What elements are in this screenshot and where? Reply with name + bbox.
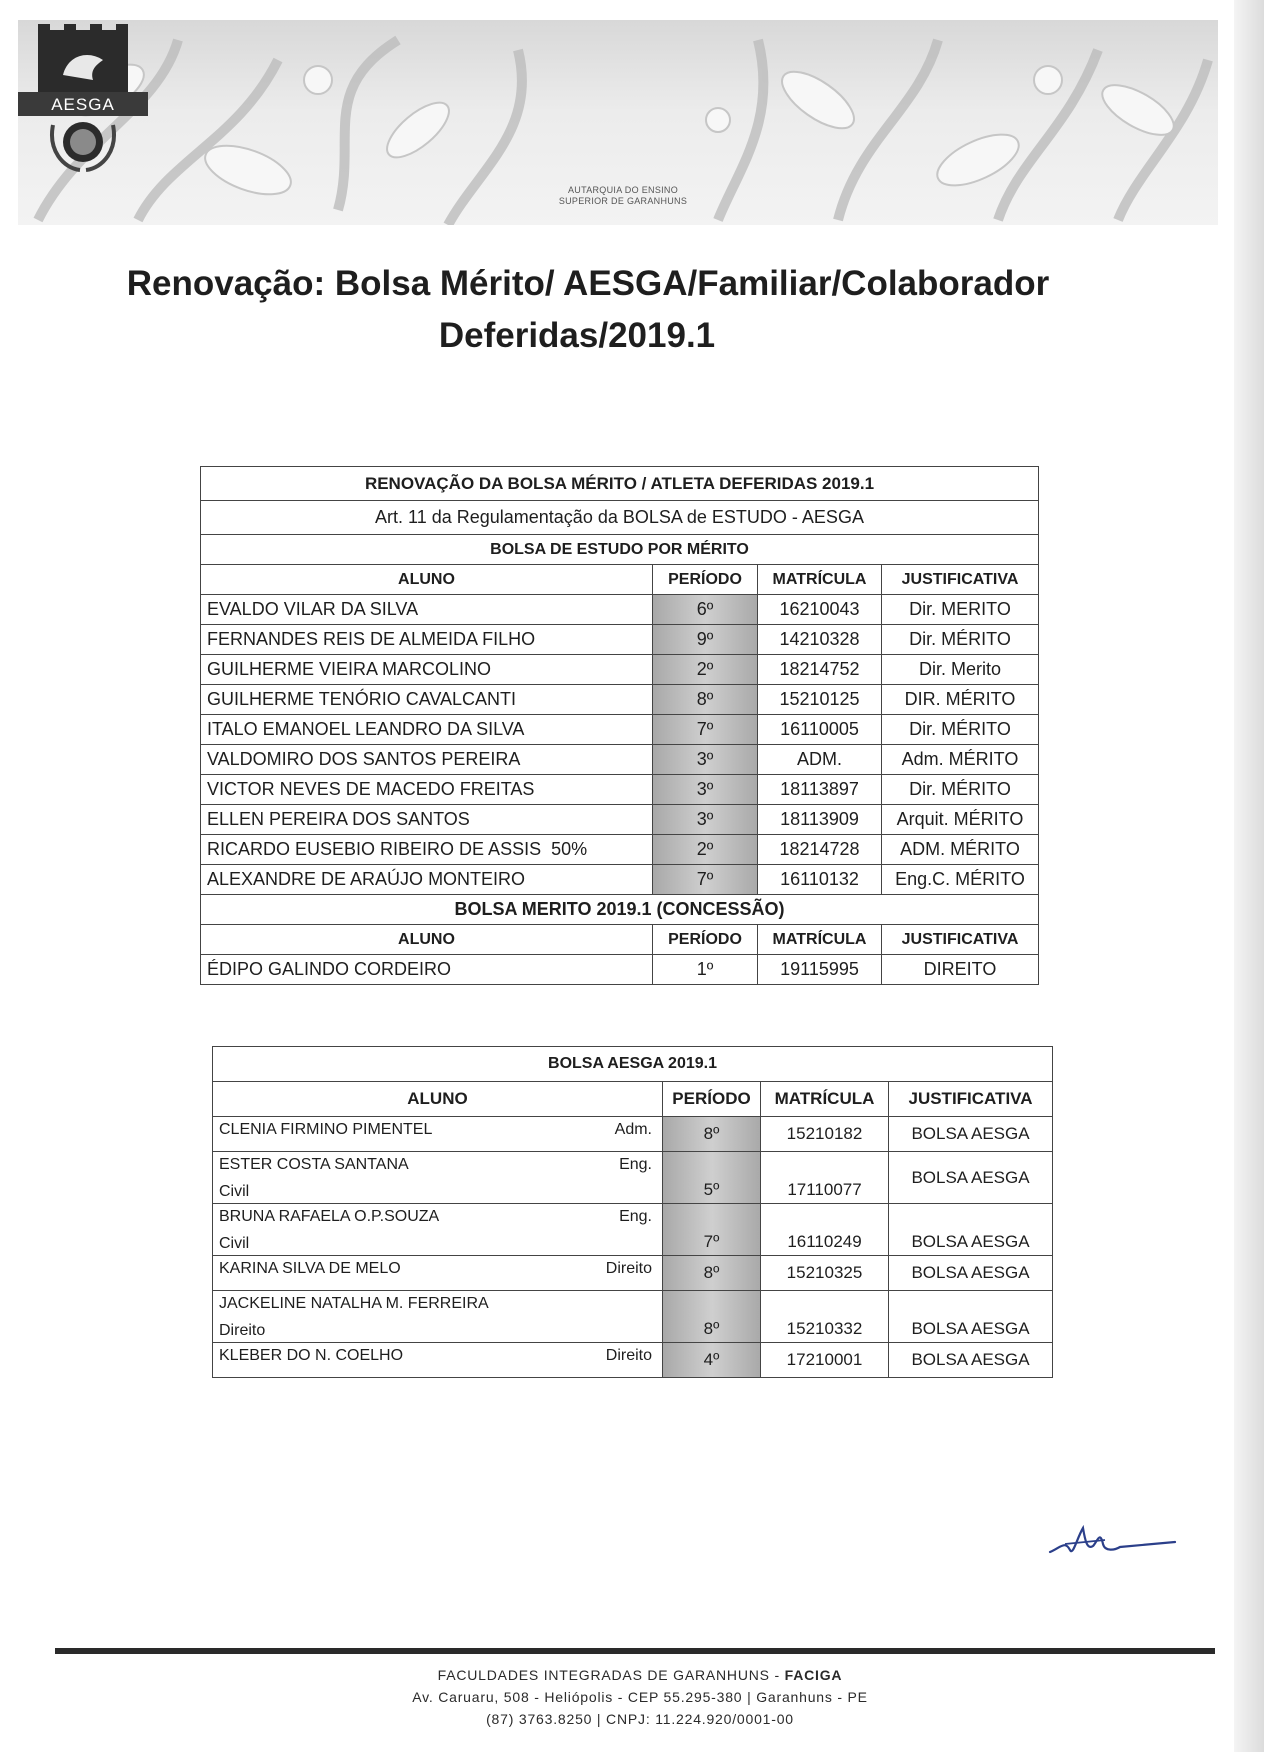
periodo-cell: 8º [663, 1256, 761, 1291]
aluno-name: KARINA SILVA DE MELO [219, 1260, 401, 1277]
bolsa-aesga-table [212, 1046, 1053, 1378]
justificativa-cell: BOLSA AESGA [889, 1291, 1053, 1343]
matricula-cell: ADM. [758, 745, 882, 775]
justificativa-cell: DIR. MÉRITO [882, 685, 1039, 715]
aesga-logo [18, 20, 148, 190]
matricula-cell: 16210043 [758, 595, 882, 625]
col-header-periodo: PERÍODO [663, 1082, 761, 1117]
matricula-cell: 17210001 [761, 1343, 889, 1378]
table2-caption: BOLSA AESGA 2019.1 [213, 1047, 1053, 1082]
matricula-cell: 18214728 [758, 835, 882, 865]
periodo-cell: 7º [653, 715, 758, 745]
col-header-matricula: MATRÍCULA [758, 565, 882, 595]
justificativa-cell: Arquit. MÉRITO [882, 805, 1039, 835]
matricula-cell: 19115995 [758, 955, 882, 985]
periodo-cell: 3º [653, 775, 758, 805]
table-row [201, 805, 1039, 835]
matricula-cell: 15210332 [761, 1291, 889, 1343]
periodo-cell: 6º [653, 595, 758, 625]
logo-subtitle-line-1: AUTARQUIA DO ENSINO [567, 185, 679, 195]
handwritten-signature [1045, 1520, 1185, 1560]
table1-section-title: BOLSA DE ESTUDO POR MÉRITO [201, 535, 1039, 565]
aluno-name-line-2: Civil [219, 1183, 250, 1200]
aluno-cell: GUILHERME VIEIRA MARCOLINO [201, 655, 653, 685]
footer [340, 1664, 940, 1730]
justificativa-cell: ADM. MÉRITO [882, 835, 1039, 865]
matricula-cell: 15210125 [758, 685, 882, 715]
periodo-cell: 3º [653, 745, 758, 775]
table1-header-row [201, 565, 1039, 595]
aluno-curso: Eng. [619, 1156, 652, 1173]
aluno-cell: ELLEN PEREIRA DOS SANTOS [201, 805, 653, 835]
aluno-name: ESTER COSTA SANTANA [219, 1156, 409, 1173]
page-title [0, 258, 1264, 362]
col-header-justificativa: JUSTIFICATIVA [889, 1082, 1053, 1117]
aluno-cell: ALEXANDRE DE ARAÚJO MONTEIRO [201, 865, 653, 895]
matricula-cell: 16110132 [758, 865, 882, 895]
aluno-cell [213, 1291, 663, 1343]
logo-subtitle-line-2: SUPERIOR DE GARANHUNS [558, 196, 688, 206]
justificativa-cell: Eng.C. MÉRITO [882, 865, 1039, 895]
justificativa-cell: BOLSA AESGA [889, 1117, 1053, 1152]
col-header-justificativa: JUSTIFICATIVA [882, 925, 1039, 955]
table-row [201, 865, 1039, 895]
justificativa-cell: Dir. MÉRITO [882, 625, 1039, 655]
periodo-cell: 5º [663, 1152, 761, 1204]
col-header-aluno: ALUNO [201, 565, 653, 595]
table1-subcaption: Art. 11 da Regulamentação da BOLSA de ESTUDO - AESGA [201, 501, 1039, 535]
periodo-cell: 2º [653, 835, 758, 865]
aluno-curso: Direito [605, 1347, 652, 1364]
footer-contact: (87) 3763.8250 | CNPJ: 11.224.920/0001-00 [486, 1711, 794, 1727]
table-row [213, 1152, 1053, 1204]
aluno-curso: Adm. [614, 1121, 652, 1138]
aluno-name-line-2: Direito [219, 1322, 266, 1339]
table-row [201, 775, 1039, 805]
matricula-cell: 17110077 [761, 1152, 889, 1204]
periodo-cell: 7º [653, 865, 758, 895]
logo-subtitle [538, 185, 708, 207]
periodo-cell: 8º [663, 1291, 761, 1343]
aluno-cell: RICARDO EUSEBIO RIBEIRO DE ASSIS 50% [201, 835, 653, 865]
col-header-periodo: PERÍODO [653, 565, 758, 595]
aluno-curso: Direito [605, 1260, 652, 1277]
aluno-cell: GUILHERME TENÓRIO CAVALCANTI [201, 685, 653, 715]
table-row [201, 715, 1039, 745]
table-row [201, 955, 1039, 985]
svg-text:AESGA: AESGA [51, 95, 115, 114]
justificativa-cell: Dir. MÉRITO [882, 715, 1039, 745]
bolsa-merito-table [200, 466, 1039, 985]
footer-address: Av. Caruaru, 508 - Heliópolis - CEP 55.295-380 | Garanhuns - PE [412, 1689, 868, 1705]
justificativa-cell: Dir. MÉRITO [882, 775, 1039, 805]
periodo-cell: 9º [653, 625, 758, 655]
aluno-cell: VICTOR NEVES DE MACEDO FREITAS [201, 775, 653, 805]
matricula-cell: 18113897 [758, 775, 882, 805]
periodo-cell: 4º [663, 1343, 761, 1378]
col-header-aluno: ALUNO [213, 1082, 663, 1117]
col-header-aluno: ALUNO [201, 925, 653, 955]
aluno-name: BRUNA RAFAELA O.P.SOUZA [219, 1208, 440, 1225]
matricula-cell: 14210328 [758, 625, 882, 655]
table1-header-row-2 [201, 925, 1039, 955]
col-header-matricula: MATRÍCULA [761, 1082, 889, 1117]
justificativa-cell: Adm. MÉRITO [882, 745, 1039, 775]
footer-rule [55, 1648, 1215, 1654]
justificativa-cell: BOLSA AESGA [889, 1152, 1053, 1204]
table-row [213, 1291, 1053, 1343]
page-title-line-2: Deferidas/2019.1 [438, 316, 716, 355]
justificativa-cell: Dir. MERITO [882, 595, 1039, 625]
matricula-cell: 15210182 [761, 1117, 889, 1152]
header-banner [18, 20, 1218, 225]
col-header-periodo: PERÍODO [653, 925, 758, 955]
aluno-cell [213, 1256, 663, 1291]
matricula-cell: 18214752 [758, 655, 882, 685]
table-row [201, 685, 1039, 715]
aluno-cell [213, 1204, 663, 1256]
aluno-name: CLENIA FIRMINO PIMENTEL [219, 1121, 433, 1138]
table-row [201, 745, 1039, 775]
table2-header-row [213, 1082, 1053, 1117]
table1-section2-title: BOLSA MERITO 2019.1 (CONCESSÃO) [201, 895, 1039, 925]
periodo-cell: 1º [653, 955, 758, 985]
justificativa-cell: BOLSA AESGA [889, 1204, 1053, 1256]
aluno-cell: VALDOMIRO DOS SANTOS PEREIRA [201, 745, 653, 775]
matricula-cell: 16110249 [761, 1204, 889, 1256]
aluno-cell: ITALO EMANOEL LEANDRO DA SILVA [201, 715, 653, 745]
periodo-cell: 8º [663, 1117, 761, 1152]
justificativa-cell: BOLSA AESGA [889, 1256, 1053, 1291]
matricula-cell: 18113909 [758, 805, 882, 835]
aluno-cell: ÉDIPO GALINDO CORDEIRO [201, 955, 653, 985]
table-row [213, 1204, 1053, 1256]
table-row [213, 1256, 1053, 1291]
aluno-cell [213, 1343, 663, 1378]
aluno-name: KLEBER DO N. COELHO [219, 1347, 404, 1364]
periodo-cell: 7º [663, 1204, 761, 1256]
table-row [213, 1117, 1053, 1152]
matricula-cell: 15210325 [761, 1256, 889, 1291]
aluno-cell: FERNANDES REIS DE ALMEIDA FILHO [201, 625, 653, 655]
table1-caption: RENOVAÇÃO DA BOLSA MÉRITO / ATLETA DEFERIDAS 2019.1 [201, 467, 1039, 501]
justificativa-cell: DIREITO [882, 955, 1039, 985]
footer-institution-acronym: FACIGA [784, 1667, 843, 1683]
page-title-line-1: Renovação: Bolsa Mérito/ AESGA/Familiar/Colaborador [126, 264, 1050, 303]
aluno-cell [213, 1117, 663, 1152]
matricula-cell: 16110005 [758, 715, 882, 745]
aluno-cell [213, 1152, 663, 1204]
aluno-name-line-2: Civil [219, 1235, 250, 1252]
col-header-justificativa: JUSTIFICATIVA [882, 565, 1039, 595]
table-row [201, 595, 1039, 625]
aluno-name: JACKELINE NATALHA M. FERREIRA [219, 1295, 489, 1312]
footer-institution: FACULDADES INTEGRADAS DE GARANHUNS - [437, 1667, 785, 1683]
aluno-cell: EVALDO VILAR DA SILVA [201, 595, 653, 625]
periodo-cell: 8º [653, 685, 758, 715]
table-row [201, 835, 1039, 865]
periodo-cell: 2º [653, 655, 758, 685]
justificativa-cell: Dir. Merito [882, 655, 1039, 685]
table-row [213, 1343, 1053, 1378]
col-header-matricula: MATRÍCULA [758, 925, 882, 955]
table-row [201, 625, 1039, 655]
justificativa-cell: BOLSA AESGA [889, 1343, 1053, 1378]
footer-line-1 [340, 1664, 940, 1686]
aluno-curso: Eng. [619, 1208, 652, 1225]
table-row [201, 655, 1039, 685]
periodo-cell: 3º [653, 805, 758, 835]
